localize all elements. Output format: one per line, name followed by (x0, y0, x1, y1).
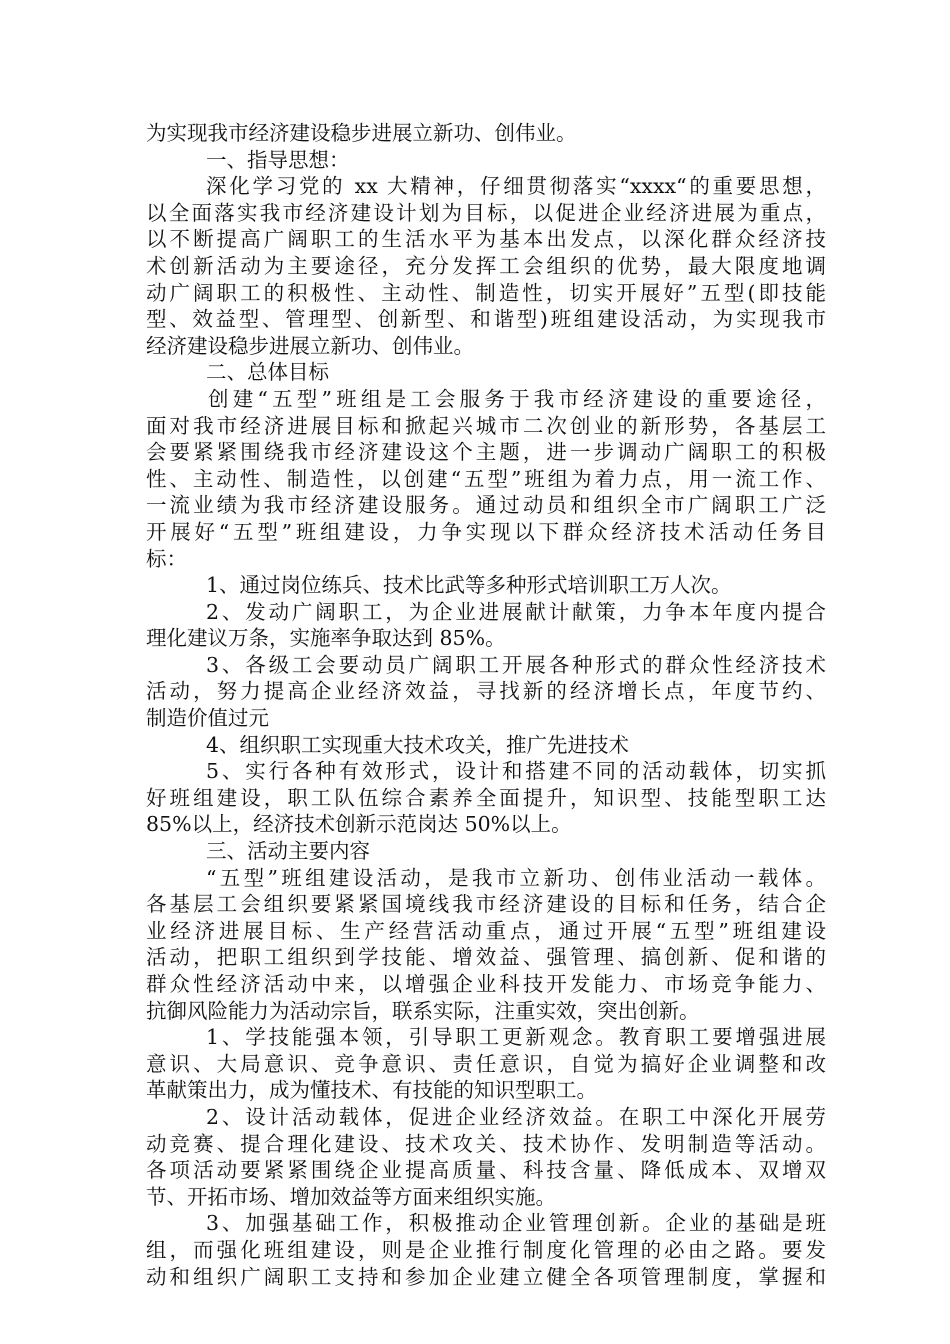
text-line: 以全面落实我市经济建设计划为目标，以促进企业经济进展为重点， (146, 200, 826, 225)
text-line: 1、通过岗位练兵、技术比武等多种形式培训职工万人次。 (206, 573, 732, 598)
text-line: 创建“五型”班组是工会服务于我市经济建设的重要途径， (208, 386, 826, 411)
text-line: 活动，把职工组织到学技能、增效益、强管理、搞创新、促和谐的 (146, 945, 826, 970)
text-line: 好班组建设，职工队伍综合素养全面提升，知识型、技能型职工达 (146, 785, 826, 810)
text-line: 深化学习党的 xx 大精神，仔细贯彻落实“xxxx“的重要思想， (206, 174, 826, 199)
text-line: 标： (146, 546, 187, 571)
text-line: 3、各级工会要动员广阔职工开展各种形式的群众性经济技术 (206, 652, 826, 677)
text-line: 经济建设稳步进展立新功、创伟业。 (146, 333, 474, 358)
text-line: 型、效益型、管理型、创新型、和谐型)班组建设活动，为实现我市 (146, 307, 826, 332)
text-line: 各基层工会组织要紧紧国境线我市经济建设的目标和任务，结合企 (146, 892, 826, 917)
text-line: 3、加强基础工作，积极推动企业管理创新。企业的基础是班 (206, 1211, 826, 1236)
text-line: 群众性经济活动中来，以增强企业科技开发能力、市场竞争能力、 (146, 972, 826, 996)
document-body (146, 120, 826, 1290)
text-line: 性、主动性、制造性，以创建“五型”班组为着力点，用一流工作、 (146, 466, 826, 491)
text-line: 动广阔职工的积极性、主动性、制造性，切实开展好”五型(即技能 (146, 280, 826, 305)
text-line: 2、发动广阔职工，为企业进展献计献策，力争本年度内提合 (206, 599, 826, 624)
text-line: 组，而强化班组建设，则是企业推行制度化管理的必由之路。要发 (146, 1237, 826, 1262)
text-line: 一、指导思想： (206, 147, 350, 172)
text-line: 动竞赛、提合理化建设、技术攻关、技术协作、发明制造等活动。 (146, 1131, 826, 1156)
text-line: 为实现我市经济建设稳步进展立新功、创伟业。 (146, 121, 577, 145)
text-line: 各项活动要紧紧围绕企业提高质量、科技含量、降低成本、双增双 (146, 1158, 826, 1183)
text-line: 一流业绩为我市经济建设服务。通过动员和组织全市广阔职工广泛 (146, 493, 826, 518)
text-line: 以不断提高广阔职工的生活水平为基本出发点，以深化群众经济技 (146, 227, 826, 252)
text-line: 2、设计活动载体，促进企业经济效益。在职工中深化开展劳 (206, 1104, 826, 1129)
text-line: 面对我市经济进展目标和掀起兴城市二次创业的新形势，各基层工 (146, 413, 826, 438)
text-line: 二、总体目标 (206, 360, 329, 385)
text-line: 1、学技能强本领，引导职工更新观念。教育职工要增强进展 (206, 1025, 826, 1050)
text-line: 业经济进展目标、生产经营活动重点，通过开展“五型”班组建设 (146, 918, 826, 943)
text-line: “五型”班组建设活动，是我市立新功、创伟业活动一载体。 (206, 865, 826, 890)
text-line: 85%以上，经济技术创新示范岗达 50%以上。 (146, 812, 572, 837)
text-line: 三、活动主要内容 (206, 839, 370, 864)
text-line: 开展好“五型”班组建设，力争实现以下群众经济技术活动任务目 (146, 519, 826, 544)
text-line: 4、组织职工实现重大技术攻关，推广先进技术 (206, 732, 630, 757)
text-line: 术创新活动为主要途径，充分发挥工会组织的优势，最大限度地调 (146, 253, 826, 278)
text-line: 革献策出力，成为懂技术、有技能的知识型职工。 (146, 1078, 597, 1103)
text-line: 活动，努力提高企业经济效益，寻找新的经济增长点，年度节约、 (146, 679, 826, 704)
text-line: 制造价值过元 (146, 706, 269, 731)
text-line: 5、实行各种有效形式，设计和搭建不同的活动载体，切实抓 (206, 759, 826, 784)
text-line: 抗御风险能力为活动宗旨，联系实际，注重实效，突出创新。 (146, 998, 700, 1023)
text-line: 会要紧紧围绕我市经济建设这个主题，进一步调动广阔职工的积极 (146, 440, 826, 465)
text-line: 节、开拓市场、增加效益等方面来组织实施。 (146, 1184, 556, 1209)
text-line: 动和组织广阔职工支持和参加企业建立健全各项管理制度，掌握和 (146, 1264, 826, 1289)
text-line: 理化建议万条，实施率争取达到 85%。 (146, 626, 506, 651)
text-line: 意识、大局意识、竞争意识、责任意识，自觉为搞好企业调整和改 (146, 1051, 826, 1076)
